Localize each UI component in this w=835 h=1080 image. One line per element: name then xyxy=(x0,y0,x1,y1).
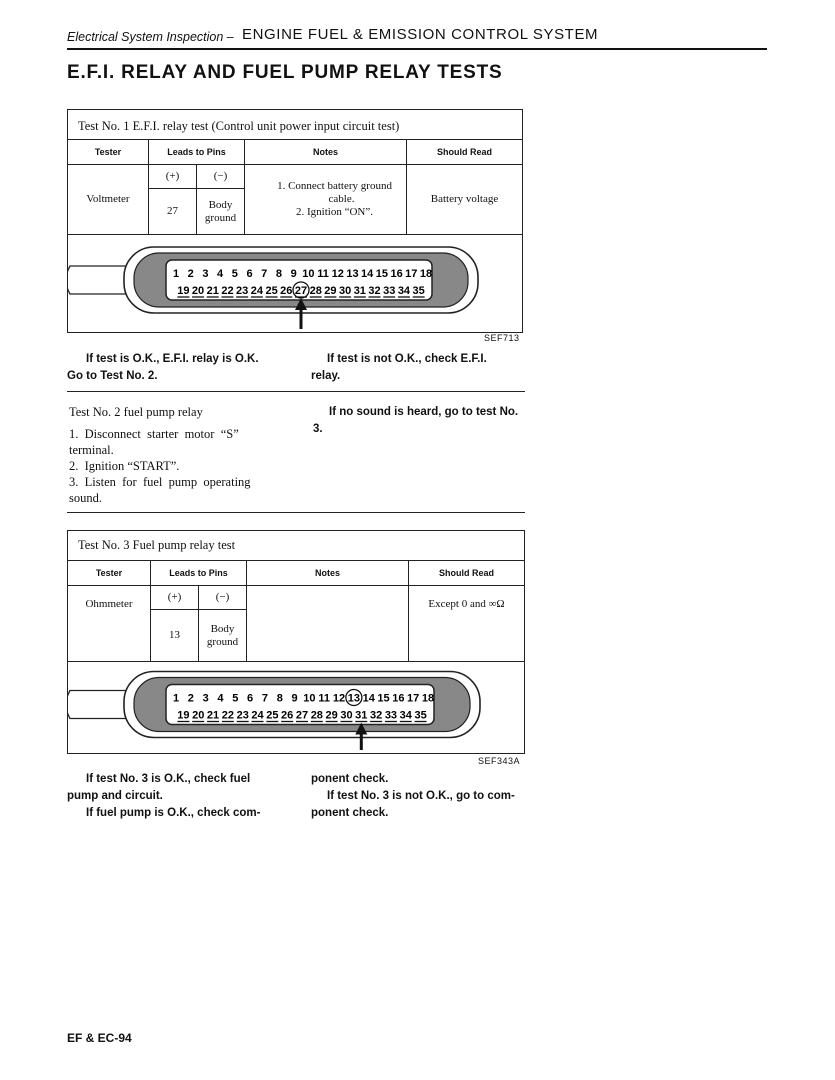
connector-diagram-1 xyxy=(68,237,522,331)
pin-2: 2 xyxy=(187,268,194,280)
pin-18: 18 xyxy=(419,268,433,280)
test1-box xyxy=(67,109,523,333)
pin-1: 1 xyxy=(172,268,180,280)
pin-4: 4 xyxy=(217,268,224,280)
pin-30: 30 xyxy=(340,709,353,722)
pin-10: 10 xyxy=(302,268,315,280)
pin-10: 10 xyxy=(303,692,316,705)
tester-value: Voltmeter xyxy=(68,165,149,235)
test1-ng-text xyxy=(311,351,526,385)
test3-table xyxy=(67,560,525,662)
figure-label-2: SEF343A xyxy=(478,756,521,766)
minus-ground-line2: ground xyxy=(204,211,237,224)
test1-ok-line1: If test is O.K., E.F.I. relay is O.K. xyxy=(86,353,259,365)
col-notes: Notes xyxy=(247,561,409,586)
pin-17: 17 xyxy=(407,692,420,705)
col-tester: Tester xyxy=(68,140,149,165)
pin-22: 22 xyxy=(221,709,235,722)
connector-diagram-2 xyxy=(68,665,524,752)
test3-result-right xyxy=(311,771,531,822)
test2-no-sound-text xyxy=(313,404,528,438)
plus-label: (+) xyxy=(149,165,197,189)
note-2: 2. Ignition “ON”. xyxy=(296,206,373,218)
test3-result-left xyxy=(67,771,287,822)
pin-25: 25 xyxy=(265,285,278,297)
pin-15: 15 xyxy=(377,692,390,705)
step-3a: 3. Listen for fuel pump operating xyxy=(69,475,251,489)
pin-29: 29 xyxy=(325,709,338,722)
pin-5: 5 xyxy=(231,268,238,280)
pin-16: 16 xyxy=(390,268,403,280)
pin-32: 32 xyxy=(369,709,383,722)
pin-7: 7 xyxy=(261,268,268,280)
pin-18: 18 xyxy=(421,692,435,705)
pin-2: 2 xyxy=(187,692,194,705)
step-1a: 1. Disconnect starter motor “S” xyxy=(69,427,239,441)
pin-23: 23 xyxy=(236,709,249,722)
pin-20: 20 xyxy=(191,285,205,297)
divider-1 xyxy=(67,391,525,392)
col-should-read: Should Read xyxy=(407,140,523,165)
notes-cell xyxy=(247,586,409,662)
pin-24: 24 xyxy=(251,709,264,722)
section-name: Electrical System Inspection – xyxy=(67,30,234,44)
result-line1: If test No. 3 is O.K., check fuel xyxy=(86,773,251,785)
no-sound-line1: If no sound is heard, go to test No. xyxy=(329,406,519,418)
pin-5: 5 xyxy=(232,692,239,705)
test3-box xyxy=(67,530,525,754)
test3-title: Test No. 3 Fuel pump relay test xyxy=(78,538,236,552)
pin-4: 4 xyxy=(217,692,224,705)
col-should-read: Should Read xyxy=(409,561,525,586)
pin-29: 29 xyxy=(324,285,337,297)
pin-7: 7 xyxy=(261,692,269,705)
chapter-name: ENGINE FUEL & EMISSION CONTROL SYSTEM xyxy=(242,26,599,43)
minus-ground-line2: ground xyxy=(206,635,239,648)
pin-9: 9 xyxy=(290,268,297,280)
test1-title: Test No. 1 E.F.I. relay test (Control unit power input circuit test) xyxy=(78,119,400,133)
result-line4: ponent check. xyxy=(311,773,389,785)
step-3b: sound. xyxy=(69,491,102,505)
no-sound-line2: 3. xyxy=(313,423,323,435)
divider-2 xyxy=(67,512,525,513)
pin-26: 26 xyxy=(280,285,293,297)
connector-shell xyxy=(124,672,480,738)
pin-8: 8 xyxy=(275,268,283,280)
pin-26: 26 xyxy=(281,709,294,722)
pin-11: 11 xyxy=(317,268,329,280)
pin-11: 11 xyxy=(318,692,331,705)
test1-ng-line1: If test is not O.K., check E.F.I. xyxy=(327,353,487,365)
pin-6: 6 xyxy=(246,268,253,280)
pin-14: 14 xyxy=(361,268,374,280)
result-line5: If test No. 3 is not O.K., go to com- xyxy=(327,790,515,802)
pin-35: 35 xyxy=(412,285,425,297)
page-title: E.F.I. RELAY AND FUEL PUMP RELAY TESTS xyxy=(67,62,503,83)
minus-label: (−) xyxy=(199,586,247,610)
pin-22: 22 xyxy=(221,285,234,297)
test2-steps xyxy=(69,426,284,506)
pin-9: 9 xyxy=(291,692,298,705)
should-read-value: Except 0 and ∞Ω xyxy=(409,586,525,662)
pin-19: 19 xyxy=(177,709,190,722)
pin-28: 28 xyxy=(310,709,323,722)
col-leads: Leads to Pins xyxy=(151,561,247,586)
note-1b: cable. xyxy=(328,193,355,205)
col-leads: Leads to Pins xyxy=(149,140,245,165)
pin-3: 3 xyxy=(202,692,209,705)
minus-ground-line1: Body xyxy=(210,622,235,635)
pin-27: 27 xyxy=(295,709,309,722)
pin-24: 24 xyxy=(250,285,264,297)
pin-12: 12 xyxy=(332,692,346,705)
pin-30: 30 xyxy=(338,285,352,297)
test1-ok-text xyxy=(67,351,287,385)
pin-25: 25 xyxy=(266,709,279,722)
col-notes: Notes xyxy=(245,140,407,165)
pin-27: 27 xyxy=(294,285,308,297)
pin-12: 12 xyxy=(331,268,344,280)
pin-35: 35 xyxy=(414,709,427,722)
notes-cell xyxy=(245,165,407,235)
figure-label-1: SEF713 xyxy=(484,333,520,343)
page-header xyxy=(67,22,767,50)
pin-23: 23 xyxy=(236,285,249,297)
pin-1: 1 xyxy=(172,692,180,705)
step-1b: terminal. xyxy=(69,443,114,457)
pin-20: 20 xyxy=(192,709,205,722)
plus-label: (+) xyxy=(151,586,199,610)
col-tester: Tester xyxy=(68,561,151,586)
test1-table xyxy=(67,139,523,235)
pin-33: 33 xyxy=(384,709,398,722)
minus-ground xyxy=(199,610,247,662)
pin-28: 28 xyxy=(309,285,322,297)
pin-8: 8 xyxy=(276,692,283,705)
test1-ok-line2: Go to Test No. 2. xyxy=(67,370,158,382)
result-line3: If fuel pump is O.K., check com- xyxy=(86,807,261,819)
pin-34: 34 xyxy=(397,285,411,297)
plus-pin: 13 xyxy=(151,610,199,662)
minus-label: (−) xyxy=(197,165,245,189)
minus-ground-line1: Body xyxy=(208,198,233,211)
pin-31: 31 xyxy=(355,709,368,722)
pin-15: 15 xyxy=(375,268,389,280)
result-line6: ponent check. xyxy=(311,807,389,819)
pin-16: 16 xyxy=(392,692,405,705)
pin-21: 21 xyxy=(206,285,219,297)
plus-pin: 27 xyxy=(149,189,197,235)
pin-34: 34 xyxy=(399,709,412,722)
test1-ng-line2: relay. xyxy=(311,370,341,382)
minus-ground xyxy=(197,189,245,235)
pin-14: 14 xyxy=(362,692,375,705)
pin-6: 6 xyxy=(247,692,254,705)
pin-13: 13 xyxy=(346,268,359,280)
step-2: 2. Ignition “START”. xyxy=(69,459,180,473)
tester-value: Ohmmeter xyxy=(68,586,151,662)
pin-17: 17 xyxy=(405,268,418,280)
note-1: 1. Connect battery ground xyxy=(277,180,392,192)
should-read-value: Battery voltage xyxy=(407,165,523,235)
result-line2: pump and circuit. xyxy=(67,790,163,802)
pin-13: 13 xyxy=(347,692,361,705)
pin-32: 32 xyxy=(368,285,381,297)
pin-19: 19 xyxy=(177,285,190,297)
page-number: EF & EC-94 xyxy=(67,1031,132,1045)
pin-33: 33 xyxy=(383,285,396,297)
pin-3: 3 xyxy=(202,268,209,280)
test2-title: Test No. 2 fuel pump relay xyxy=(69,405,203,419)
pin-21: 21 xyxy=(206,709,220,722)
pin-31: 31 xyxy=(353,285,366,297)
